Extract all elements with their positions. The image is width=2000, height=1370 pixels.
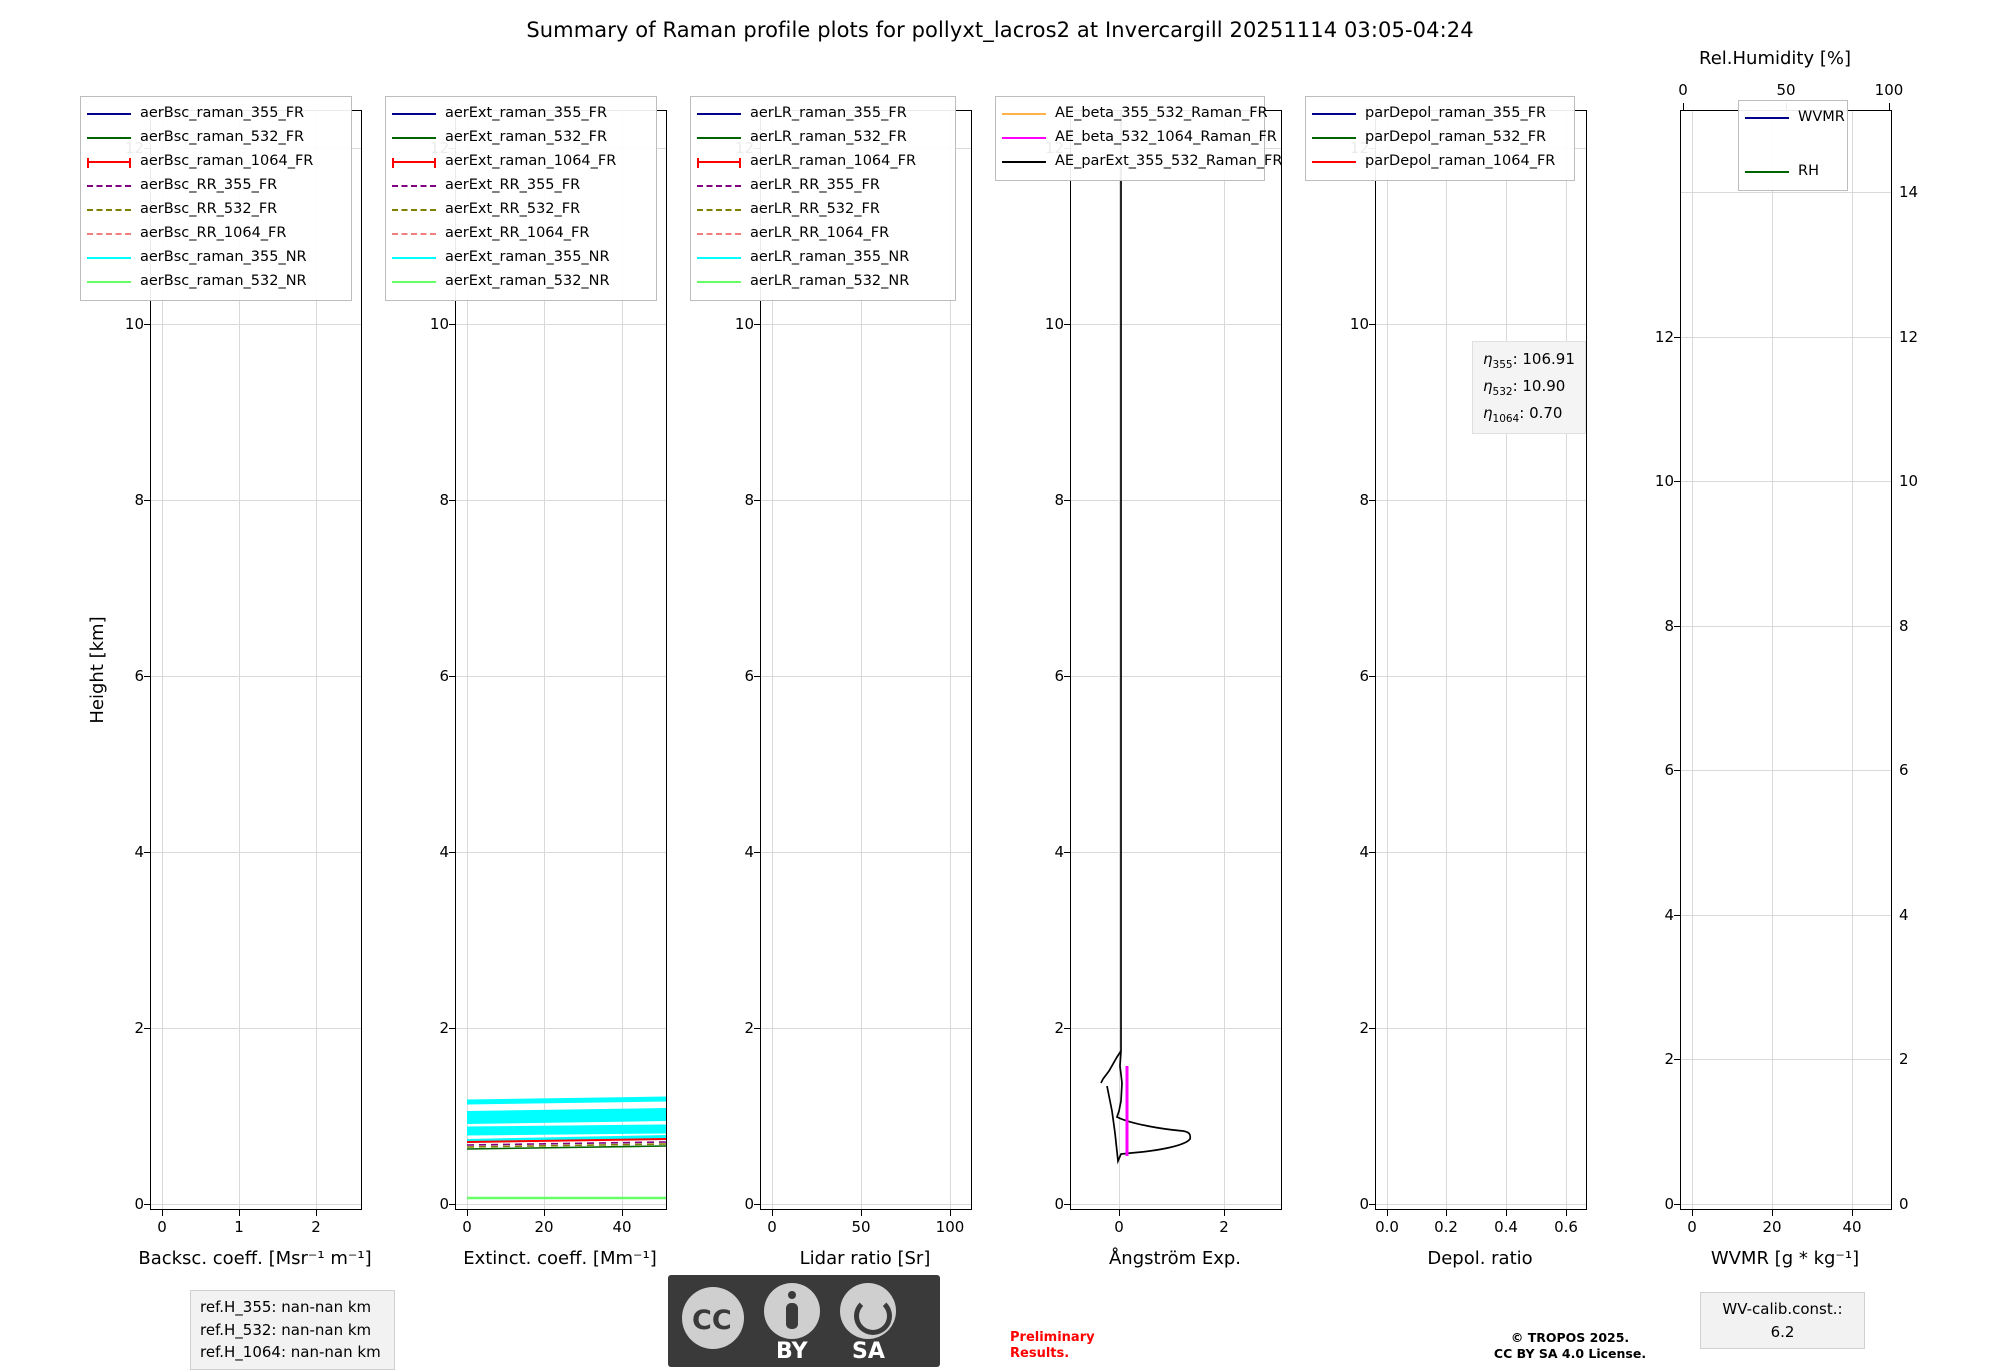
legend-label: aerBsc_RR_355_FR [140, 177, 278, 194]
legend-swatch [87, 209, 131, 211]
xtick: 0.0 [1375, 1218, 1399, 1236]
ytick: 0 [439, 1195, 449, 1213]
xtick: 0 [1114, 1218, 1124, 1236]
xtick: 50 [851, 1218, 871, 1236]
legend-swatch [392, 257, 436, 259]
legend-item [1002, 150, 1283, 174]
legend-item [392, 246, 648, 270]
legend-label: aerExt_raman_532_FR [445, 129, 608, 146]
copyright-note [1450, 1330, 1690, 1363]
ytick: 4 [134, 843, 144, 861]
legend-label: aerExt_raman_1064_FR [445, 153, 617, 170]
legend-item [697, 126, 947, 150]
plot-inner-depol [1376, 111, 1586, 1209]
legend-item [392, 198, 648, 222]
ytick: 10 [1349, 315, 1369, 333]
cc-license-badge [668, 1275, 940, 1367]
ytick: 6 [134, 667, 144, 685]
legend-swatch [1312, 137, 1356, 139]
legend-item [1312, 102, 1566, 126]
legend-label: aerLR_RR_355_FR [750, 177, 880, 194]
legend-swatch [1745, 117, 1789, 119]
legend-item [697, 198, 947, 222]
legend-wvmr [1738, 100, 1848, 191]
ytick: 10 [429, 315, 449, 333]
legend-label: AE_beta_355_532_Raman_FR [1055, 105, 1268, 122]
legend-swatch [1002, 137, 1046, 139]
legend-label: aerLR_RR_532_FR [750, 201, 880, 218]
plot-area-angstrom [1044, 110, 1282, 1236]
legend-swatch [1002, 161, 1046, 163]
legend-item [87, 174, 343, 198]
legend-item [697, 246, 947, 270]
cc-sa-label: SA [852, 1339, 885, 1364]
ytick: 10 [124, 315, 144, 333]
ytick: 2 [439, 1019, 449, 1037]
plot-inner-wvmr [1681, 111, 1891, 1209]
ytick: 4 [1664, 906, 1674, 924]
cc-by-label: BY [776, 1339, 808, 1364]
legend-swatch [392, 233, 436, 235]
legend-swatch [392, 185, 436, 187]
ytick: 4 [1899, 906, 1909, 924]
ytick: 12 [1654, 328, 1674, 346]
xtick: 100 [935, 1218, 965, 1236]
legend-extinct [385, 96, 657, 301]
ytick: 0 [744, 1195, 754, 1213]
legend-label: WVMR [1798, 109, 1845, 126]
ytick: 8 [134, 491, 144, 509]
legend-item [1745, 160, 1839, 184]
ytick: 2 [134, 1019, 144, 1037]
legend-swatch [87, 233, 131, 235]
legend-swatch [697, 281, 741, 283]
ytick: 4 [744, 843, 754, 861]
legend-label: AE_parExt_355_532_Raman_FR [1055, 153, 1283, 170]
panel-backsc [87, 105, 415, 1269]
ytick: 6 [1054, 667, 1064, 685]
plot-area-wvmr [1654, 81, 1919, 1236]
legend-label: aerLR_raman_355_NR [750, 249, 910, 266]
legend-item [392, 270, 648, 294]
legend-label: parDepol_raman_532_FR [1365, 129, 1547, 146]
legend-label: RH [1798, 163, 1819, 180]
ytick: 2 [744, 1019, 754, 1037]
preliminary-line-2: Results. [1010, 1346, 1070, 1362]
ytick: 8 [1054, 491, 1064, 509]
legend-swatch [697, 233, 741, 235]
legend-item [87, 246, 343, 270]
legend-label: aerBsc_raman_355_FR [140, 105, 305, 122]
ytick: 0 [134, 1195, 144, 1213]
ytick: 6 [1664, 761, 1674, 779]
legend-item [87, 150, 343, 174]
xtick: 20 [1762, 1218, 1782, 1236]
legend-item [87, 126, 343, 150]
ytick: 0 [1054, 1195, 1064, 1213]
x-axis-label-depol: Depol. ratio [1427, 1248, 1533, 1269]
x-axis-label-wvmr: WVMR [g * kg⁻¹] [1710, 1248, 1860, 1269]
legend-label: aerExt_RR_1064_FR [445, 225, 590, 242]
x-axis-label-lidar-ratio: Lidar ratio [Sr] [799, 1248, 931, 1269]
cc-mark-label: CC [692, 1305, 732, 1336]
eta-value: 106.91 [1522, 350, 1575, 368]
legend-backsc [80, 96, 352, 301]
ytick: 8 [1899, 617, 1909, 635]
ref-height-box [190, 1290, 395, 1370]
legend-swatch [392, 113, 436, 115]
legend-item [87, 270, 343, 294]
legend-item [697, 270, 947, 294]
legend-label: aerBsc_raman_532_FR [140, 129, 305, 146]
ytick: 10 [734, 315, 754, 333]
legend-item [697, 102, 947, 126]
legend-label: parDepol_raman_355_FR [1365, 105, 1547, 122]
legend-item [1002, 126, 1277, 150]
ytick: 6 [1359, 667, 1369, 685]
page-title: Summary of Raman profile plots for pollyxt_lacros2 at Invercargill 20251114 03:05-04:24 [526, 18, 1474, 42]
eta-sub: 1064 [1492, 413, 1520, 425]
y-axis-label: Height [km] [87, 616, 108, 724]
legend-label: aerBsc_RR_532_FR [140, 201, 278, 218]
legend-label: aerLR_RR_1064_FR [750, 225, 890, 242]
legend-swatch [1312, 113, 1356, 115]
legend-label: parDepol_raman_1064_FR [1365, 153, 1556, 170]
legend-item [697, 222, 947, 246]
ytick: 0 [1359, 1195, 1369, 1213]
ytick: 6 [744, 667, 754, 685]
legend-swatch [87, 137, 131, 139]
xtick: 0.2 [1434, 1218, 1458, 1236]
legend-swatch [1312, 161, 1356, 163]
legend-item [87, 198, 343, 222]
legend-swatch [87, 281, 131, 283]
legend-label: aerLR_raman_532_NR [750, 273, 910, 290]
plot-inner-angstrom [1071, 111, 1281, 1209]
xtick: 0.6 [1554, 1218, 1578, 1236]
preliminary-note [1010, 1330, 1095, 1363]
legend-item [1745, 106, 1845, 130]
eta-row: $\eta_{355}$: 106.91 [1483, 350, 1575, 371]
legend-angstrom [995, 96, 1283, 181]
legend-label: aerLR_raman_1064_FR [750, 153, 917, 170]
ref-height-532: ref.H_532: nan-nan km [200, 1320, 372, 1339]
xtick: 2 [1219, 1218, 1229, 1236]
ytick: 8 [1359, 491, 1369, 509]
legend-label: aerBsc_raman_1064_FR [140, 153, 314, 170]
legend-swatch [87, 161, 131, 163]
legend-label: aerExt_raman_355_NR [445, 249, 610, 266]
legend-swatch [87, 185, 131, 187]
xtick: 0 [1687, 1218, 1697, 1236]
legend-swatch [697, 161, 741, 163]
xtick: 0 [1678, 81, 1688, 99]
legend-swatch [1745, 171, 1789, 173]
legend-item [392, 126, 648, 150]
legend-label: aerBsc_RR_1064_FR [140, 225, 287, 242]
legend-item [697, 150, 947, 174]
ytick: 10 [1044, 315, 1064, 333]
xtick: 40 [1842, 1218, 1862, 1236]
eta-value: 10.90 [1522, 377, 1566, 395]
ytick: 6 [1899, 761, 1909, 779]
legend-item [697, 174, 947, 198]
eta-row: $\eta_{532}$: 10.90 [1483, 377, 1566, 398]
xtick: 0.4 [1494, 1218, 1518, 1236]
ytick: 4 [1359, 843, 1369, 861]
legend-label: aerBsc_raman_355_NR [140, 249, 307, 266]
legend-label: aerExt_raman_532_NR [445, 273, 610, 290]
legend-label: aerExt_RR_355_FR [445, 177, 581, 194]
ytick: 0 [1899, 1195, 1909, 1213]
legend-lidar-ratio [690, 96, 956, 301]
legend-label: aerLR_raman_532_FR [750, 129, 907, 146]
ytick: 8 [744, 491, 754, 509]
ytick: 12 [1899, 328, 1919, 346]
xtick: 0 [462, 1218, 472, 1236]
panel-extinct [400, 105, 720, 1269]
legend-swatch [697, 185, 741, 187]
copyright-line-1: © TROPOS 2025. [1510, 1330, 1630, 1345]
panel-depol [1320, 105, 1640, 1269]
legend-item [392, 174, 648, 198]
copyright-line-2: CC BY SA 4.0 License. [1493, 1346, 1647, 1362]
legend-depol [1305, 96, 1575, 181]
ref-height-355: ref.H_355: nan-nan km [200, 1298, 372, 1316]
data-traces-angstrom [1071, 111, 1281, 1209]
ytick: 14 [1899, 183, 1919, 201]
legend-item [1312, 126, 1566, 150]
legend-swatch [697, 209, 741, 211]
ytick: 2 [1899, 1050, 1909, 1068]
x-axis-label-extinct: Extinct. coeff. [Mm⁻¹] [463, 1248, 657, 1269]
panel-lidar-ratio [705, 105, 1025, 1269]
legend-swatch [392, 281, 436, 283]
xtick: 0 [767, 1218, 777, 1236]
legend-item [87, 102, 343, 126]
legend-item [392, 222, 648, 246]
legend-item [392, 150, 648, 174]
ytick: 10 [1899, 472, 1919, 490]
x-axis-label-backsc: Backsc. coeff. [Msr⁻¹ m⁻¹] [138, 1248, 372, 1269]
ytick: 4 [439, 843, 449, 861]
ytick: 8 [1664, 617, 1674, 635]
legend-label: aerExt_RR_532_FR [445, 201, 581, 218]
legend-swatch [392, 161, 436, 163]
xtick: 1 [234, 1218, 244, 1236]
ytick: 8 [439, 491, 449, 509]
legend-item [392, 102, 648, 126]
legend-swatch [697, 137, 741, 139]
xtick: 100 [1874, 81, 1904, 99]
legend-swatch [392, 137, 436, 139]
legend-label: aerExt_raman_355_FR [445, 105, 608, 122]
eta-value: 0.70 [1529, 404, 1563, 422]
legend-item [1002, 102, 1268, 126]
plot-area-depol [1349, 110, 1587, 1236]
xtick: 20 [534, 1218, 554, 1236]
ytick: 0 [1664, 1195, 1674, 1213]
xtick: 0 [157, 1218, 167, 1236]
legend-swatch [87, 257, 131, 259]
xtick: 50 [1776, 81, 1796, 99]
ytick: 10 [1654, 472, 1674, 490]
x-axis-label-angstrom: Ångström Exp. [1108, 1248, 1242, 1269]
legend-swatch [87, 113, 131, 115]
eta-row: $\eta_{1064}$: 0.70 [1483, 404, 1563, 425]
eta-sub: 355 [1492, 359, 1513, 371]
eta-annotation-box [1472, 341, 1586, 434]
legend-label: aerLR_raman_355_FR [750, 105, 907, 122]
panel-angstrom [1015, 105, 1335, 1269]
xtick: 2 [311, 1218, 321, 1236]
ytick: 6 [439, 667, 449, 685]
ytick: 2 [1359, 1019, 1369, 1037]
ytick: 2 [1664, 1050, 1674, 1068]
preliminary-line-1: Preliminary [1010, 1330, 1095, 1345]
legend-swatch [392, 209, 436, 211]
legend-item [1312, 150, 1566, 174]
legend-label: AE_beta_532_1064_Raman_FR [1055, 129, 1277, 146]
legend-swatch [1002, 113, 1046, 115]
legend-label: aerBsc_raman_532_NR [140, 273, 307, 290]
ytick: 2 [1054, 1019, 1064, 1037]
eta-sub: 532 [1492, 386, 1513, 398]
legend-swatch [697, 113, 741, 115]
xtick: 40 [612, 1218, 632, 1236]
legend-swatch [697, 257, 741, 259]
top-axis-label-rh: Rel.Humidity [%] [1699, 48, 1851, 69]
ref-height-1064: ref.H_1064: nan-nan km [200, 1343, 381, 1361]
panel-wvmr [1625, 48, 1945, 1269]
wv-calib-box: WV-calib.const.: 6.2 [1700, 1292, 1865, 1349]
ytick: 4 [1054, 843, 1064, 861]
legend-item [87, 222, 343, 246]
